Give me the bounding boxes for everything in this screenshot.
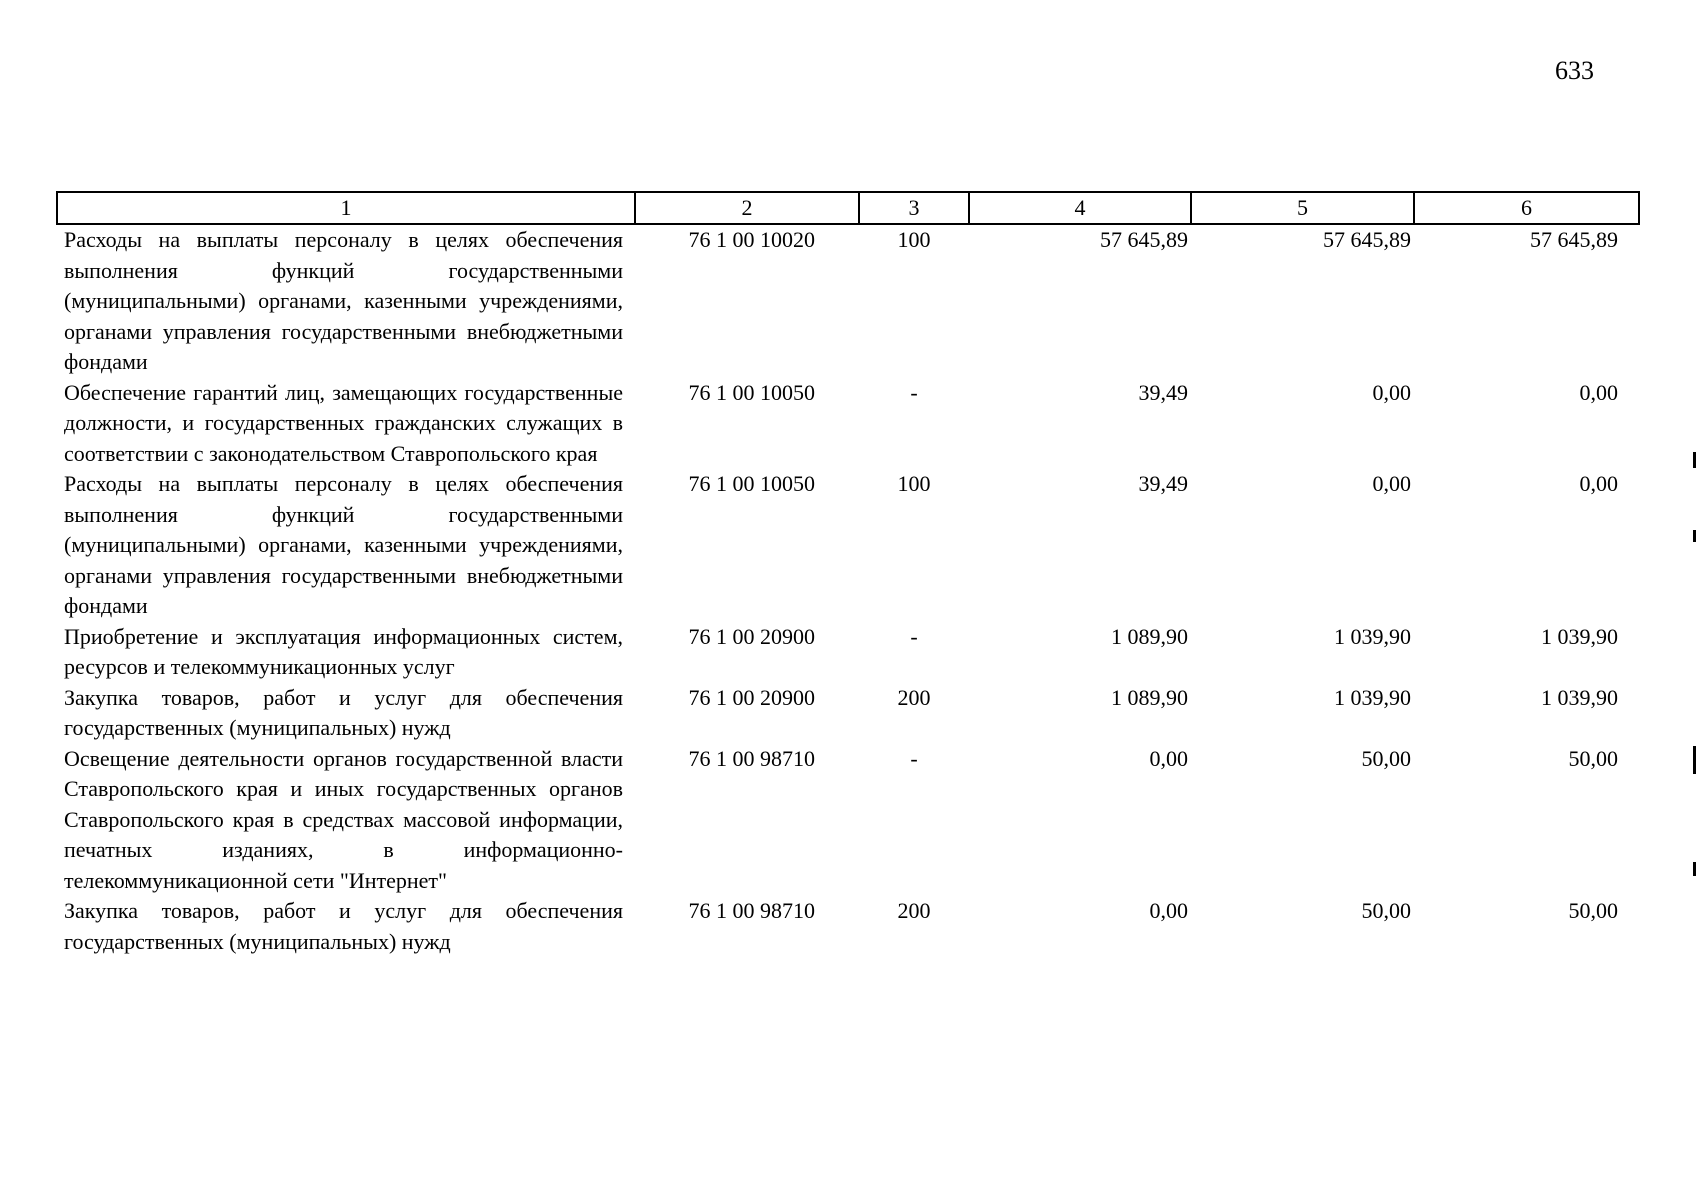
column-header-4: 4 [969, 192, 1191, 224]
row-code: 76 1 00 10050 [688, 471, 815, 496]
row-description: Закупка товаров, работ и услуг для обеспечения государственных (муниципальных) нужд [64, 684, 623, 740]
row-value-6: 50,00 [1568, 898, 1618, 923]
row-value-5: 1 039,90 [1334, 684, 1411, 710]
row-expense-type: - [910, 623, 918, 649]
row-value-4: 0,00 [1149, 898, 1188, 923]
row-value-4: 39,49 [1138, 379, 1188, 405]
row-value-4: 57 645,89 [1100, 227, 1188, 252]
row-value-6: 0,00 [1579, 379, 1618, 405]
table-row [57, 378, 1639, 470]
row-code: 76 1 00 20900 [688, 684, 815, 710]
table-row [57, 622, 1639, 683]
row-value-6: 50,00 [1568, 745, 1618, 771]
row-description: Приобретение и эксплуатация информационных систем, ресурсов и телекоммуникационных услуг [64, 623, 623, 679]
table-row [57, 469, 1639, 622]
row-value-5: 1 039,90 [1334, 623, 1411, 649]
row-code: 76 1 00 10020 [688, 227, 815, 252]
row-description: Расходы на выплаты персоналу в целях обеспечения выполнения функций государственными (муниципальными) органами, казенными учреждениями, органами управления государственными внебюджетными фондами [64, 227, 623, 374]
budget-table [56, 191, 1640, 957]
column-header-5: 5 [1191, 192, 1414, 224]
row-expense-type: 200 [897, 898, 931, 923]
row-expense-type: - [910, 379, 918, 405]
row-value-5: 57 645,89 [1323, 227, 1411, 252]
row-description: Расходы на выплаты персоналу в целях обеспечения выполнения функций государственными (муниципальными) органами, казенными учреждениями, органами управления государственными внебюджетными фондами [64, 471, 623, 618]
row-code: 76 1 00 98710 [688, 898, 815, 923]
column-header-1: 1 [57, 192, 635, 224]
row-value-5: 50,00 [1361, 898, 1411, 923]
row-value-6: 1 039,90 [1541, 623, 1618, 649]
table-row [57, 896, 1639, 957]
row-value-5: 0,00 [1372, 379, 1411, 405]
row-description: Закупка товаров, работ и услуг для обеспечения государственных (муниципальных) нужд [64, 898, 623, 954]
row-value-4: 1 089,90 [1111, 684, 1188, 710]
row-value-6: 1 039,90 [1541, 684, 1618, 710]
row-value-6: 57 645,89 [1530, 227, 1618, 252]
column-header-2: 2 [635, 192, 859, 224]
column-header-6: 6 [1414, 192, 1639, 224]
row-expense-type: 100 [897, 227, 931, 252]
row-expense-type: - [910, 745, 918, 771]
table-row [57, 224, 1639, 378]
row-value-5: 50,00 [1361, 745, 1411, 771]
row-value-4: 39,49 [1138, 471, 1188, 496]
row-code: 76 1 00 98710 [688, 745, 815, 771]
row-expense-type: 100 [897, 471, 931, 496]
page-number: 633 [1555, 56, 1594, 85]
table-row [57, 683, 1639, 744]
row-description: Обеспечение гарантий лиц, замещающих государственные должности, и государственных гражданских служащих в соответствии с законодательством Ставропольского края [64, 379, 623, 466]
row-description: Освещение деятельности органов государственной власти Ставропольского края и иных государственных органов Ставропольского края в средствах массовой информации, печатных изданиях, в информационно-телекоммуникационной сети "Интернет" [64, 745, 623, 893]
column-header-3: 3 [859, 192, 969, 224]
row-value-4: 1 089,90 [1111, 623, 1188, 649]
row-value-6: 0,00 [1579, 471, 1618, 496]
table-row [57, 744, 1639, 897]
row-code: 76 1 00 20900 [688, 623, 815, 649]
table-header-row [57, 192, 1639, 224]
row-value-5: 0,00 [1372, 471, 1411, 496]
row-code: 76 1 00 10050 [688, 379, 815, 405]
row-value-4: 0,00 [1149, 745, 1188, 771]
row-expense-type: 200 [897, 684, 931, 710]
